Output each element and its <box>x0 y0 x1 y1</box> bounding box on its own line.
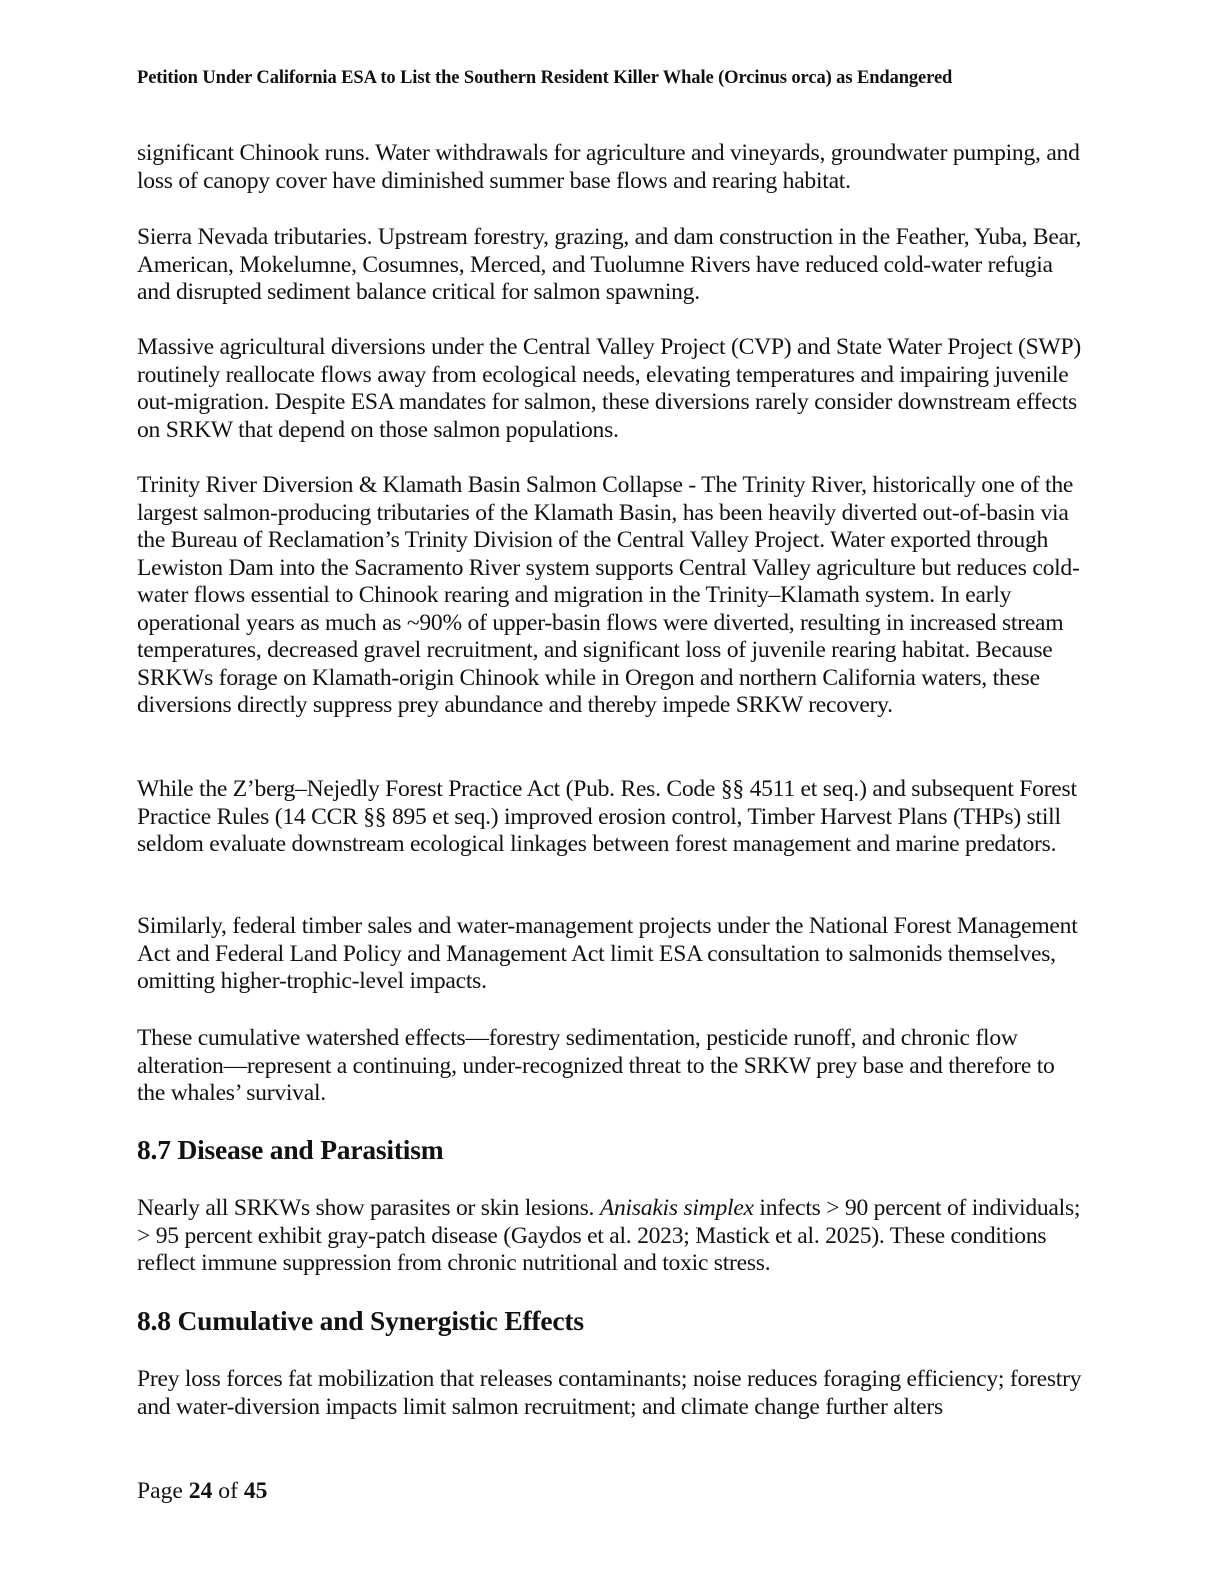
page-footer <box>137 1478 267 1505</box>
paragraph-forest-practice-act: While the Z’berg–Nejedly Forest Practice Act (Pub. Res. Code §§ 4511 et seq.) and subsequent Forest Practice Rules (14 CCR §§ 895 et seq.) improved erosion control, Timber Harvest Plans (THPs) still seldom evaluate downstream ecological linkages between forest management and marine predators. <box>137 776 1077 857</box>
species-name-italic: Anisakis simplex <box>599 1195 754 1221</box>
paragraph-cvp-swp: Massive agricultural diversions under the Central Valley Project (CVP) and State Water Project (SWP) routinely reallocate flows away from ecological needs, elevating temperatures and impairing juvenile out-migration. Despite ESA mandates for salmon, these diversions rarely consider downstream effects on SRKW that depend on those salmon populations. <box>137 334 1081 443</box>
section-heading-8-7: 8.7 Disease and Parasitism <box>137 1134 444 1165</box>
paragraph-trinity-river: Trinity River Diversion & Klamath Basin Salmon Collapse - The Trinity River, historically one of the largest salmon-producing tributaries of the Klamath Basin, has been heavily diverted out-of-basin via the Bureau of Reclamation’s Trinity Division of the Central Valley Project. Water exported through Lewiston Dam into the Sacramento River system supports Central Valley agriculture but reduces cold-water flows essential to Chinook rearing and migration in the Trinity–Klamath system. In early operational years as much as ~90% of upper-basin flows were diverted, resulting in increased stream temperatures, decreased gravel recruitment, and significant loss of juvenile rearing habitat. Because SRKWs forage on Klamath-origin Chinook while in Oregon and northern California waters, these diversions directly suppress prey abundance and thereby impede SRKW recovery. <box>137 472 1080 718</box>
running-header: Petition Under California ESA to List the Southern Resident Killer Whale (Orcinus orca) as Endangered <box>137 68 953 88</box>
paragraph-cumulative-synergistic: Prey loss forces fat mobilization that releases contaminants; noise reduces foraging efficiency; forestry and water-diversion impacts limit salmon recruitment; and climate change further alters <box>137 1366 1082 1420</box>
paragraph-sierra-nevada: Sierra Nevada tributaries. Upstream forestry, grazing, and dam construction in the Feather, Yuba, Bear, American, Mokelumne, Cosumnes, Merced, and Tuolumne Rivers have reduced cold-water refugia and disrupted sediment balance critical for salmon spawning. <box>137 224 1082 305</box>
total-pages: 45 <box>243 1478 268 1504</box>
page-number: 24 <box>188 1478 213 1504</box>
disease-text-end: infects > 90 percent of individuals; > 95 percent exhibit gray-patch disease (Gaydos et al. 2023; Mastick et al. 2025). These conditions reflect immune suppression from chronic nutritional and toxic stress. <box>137 1195 1081 1276</box>
section-heading-8-8: 8.8 Cumulative and Synergistic Effects <box>137 1305 584 1336</box>
paragraph-cumulative-watershed: These cumulative watershed effects—forestry sedimentation, pesticide runoff, and chronic flow alteration—represent a continuing, under-recognized threat to the SRKW prey base and therefore to the whales’ survival. <box>137 1025 1055 1106</box>
disease-text-start: Nearly all SRKWs show parasites or skin lesions. <box>137 1195 600 1221</box>
paragraph-federal-timber: Similarly, federal timber sales and water-management projects under the National Forest Management Act and Federal Land Policy and Management Act limit ESA consultation to salmonids themselves, omitting higher-trophic-level impacts. <box>137 913 1078 994</box>
paragraph-disease-parasitism <box>137 1195 1082 1278</box>
of-label: of <box>218 1478 238 1504</box>
paragraph-coastal-streams: significant Chinook runs. Water withdrawals for agriculture and vineyards, groundwater pumping, and loss of canopy cover have diminished summer base flows and rearing habitat. <box>137 140 1080 194</box>
page-label: Page <box>137 1478 183 1504</box>
